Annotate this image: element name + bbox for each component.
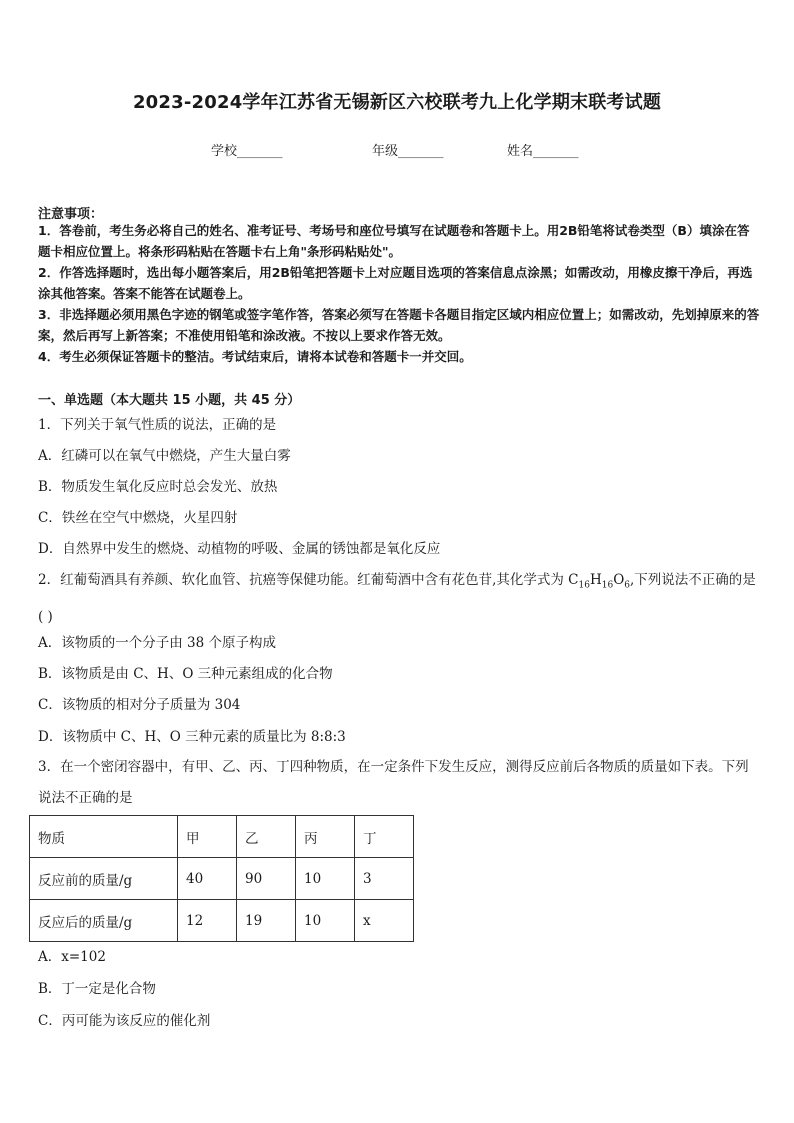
q2-stem-pre: 2．红葡萄酒具有养颜、软化血管、抗癌等保健功能。红葡萄酒中含有花色苷,其化学式为 C: [38, 572, 579, 588]
question-3-stem: 3．在一个密闭容器中，有甲、乙、丙、丁四种物质，在一定条件下发生反应，测得反应前后各物质的质量如下表。下列说法不正确的是: [38, 759, 749, 806]
table-cell: x: [355, 900, 414, 942]
q2-option-c: C．该物质的相对分子质量为 304: [38, 697, 241, 713]
mass-table: [29, 815, 414, 942]
q2-element-o: O: [613, 572, 625, 588]
table-header-cell: 丁: [355, 816, 414, 858]
table-cell: 10: [296, 900, 355, 942]
question-2-stem: [38, 565, 760, 633]
school-field: 学校_______: [211, 144, 283, 159]
table-header-cell: 丙: [296, 816, 355, 858]
q3-option-c: C．丙可能为该反应的催化剂: [38, 1013, 211, 1029]
q1-option-b: B．物质发生氧化反应时总会发光、放热: [38, 479, 278, 495]
exam-title: 2023-2024学年江苏省无锡新区六校联考九上化学期末联考试题: [132, 92, 662, 113]
q3-option-a: A．x=102: [38, 949, 106, 965]
note-item-3: 3．非选择题必须用黑色字迹的钢笔或签字笔作答，答案必须写在答题卡各题目指定区域内相应位置上；如需改动，先划掉原来的答案，然后再写上新答案；不准使用铅笔和涂改液。不按以上要求作答无效。: [38, 307, 760, 343]
section-title: 一、单选题（本大题共 15 小题，共 45 分）: [38, 393, 301, 408]
q2-option-a: A．该物质的一个分子由 38 个原子构成: [38, 635, 277, 651]
table-cell: 40: [178, 858, 237, 900]
q2-option-d: D．该物质中 C、H、O 三种元素的质量比为 8:8:3: [38, 729, 346, 745]
q1-option-a: A．红磷可以在氧气中燃烧，产生大量白雾: [38, 448, 291, 464]
table-header-cell: 甲: [178, 816, 237, 858]
note-item-1: 1．答卷前，考生务必将自己的姓名、准考证号、考场号和座位号填写在试题卷和答题卡上。用2B铅笔将试卷类型（B）填涂在答题卡相应位置上。将条形码粘贴在答题卡右上角"条形码粘贴处"。: [38, 223, 750, 259]
table-cell: 19: [237, 900, 296, 942]
q3-option-b: B．丁一定是化合物: [38, 981, 156, 997]
q2-element-h: H: [589, 572, 602, 588]
q2-stem-post: ,下列说法不正确的是( ): [38, 572, 756, 625]
q2-sub-c: 16: [578, 580, 590, 591]
table-row: [30, 900, 414, 942]
table-header-cell: 乙: [237, 816, 296, 858]
name-field: 姓名_______: [507, 144, 579, 159]
q1-option-d: D．自然界中发生的燃烧、动植物的呼吸、金属的锈蚀都是氧化反应: [38, 541, 441, 557]
table-header-row: [30, 816, 414, 858]
q2-sub-h: 16: [601, 580, 614, 591]
table-header-cell: 物质: [30, 816, 178, 858]
table-cell: 反应前的质量/g: [30, 858, 178, 900]
q1-option-c: C．铁丝在空气中燃烧，火星四射: [38, 510, 238, 526]
q2-sub-o: 6: [624, 580, 630, 591]
table-cell: 12: [178, 900, 237, 942]
q2-option-b: B．该物质是由 C、H、O 三种元素组成的化合物: [38, 666, 333, 682]
notes-heading: 注意事项：: [38, 207, 104, 222]
table-cell: 3: [355, 858, 414, 900]
note-item-4: 4．考生必须保证答题卡的整洁。考试结束后，请将本试卷和答题卡一并交回。: [38, 349, 472, 364]
table-cell: 90: [237, 858, 296, 900]
table-row: [30, 858, 414, 900]
note-item-2: 2．作答选择题时，选出每小题答案后，用2B铅笔把答题卡上对应题目选项的答案信息点涂黑；如需改动，用橡皮擦干净后，再选涂其他答案。答案不能答在试题卷上。: [38, 265, 753, 301]
table-cell: 反应后的质量/g: [30, 900, 178, 942]
question-1-stem: 1．下列关于氧气性质的说法，正确的是: [38, 417, 277, 433]
table-cell: 10: [296, 858, 355, 900]
grade-field: 年级_______: [372, 144, 444, 159]
